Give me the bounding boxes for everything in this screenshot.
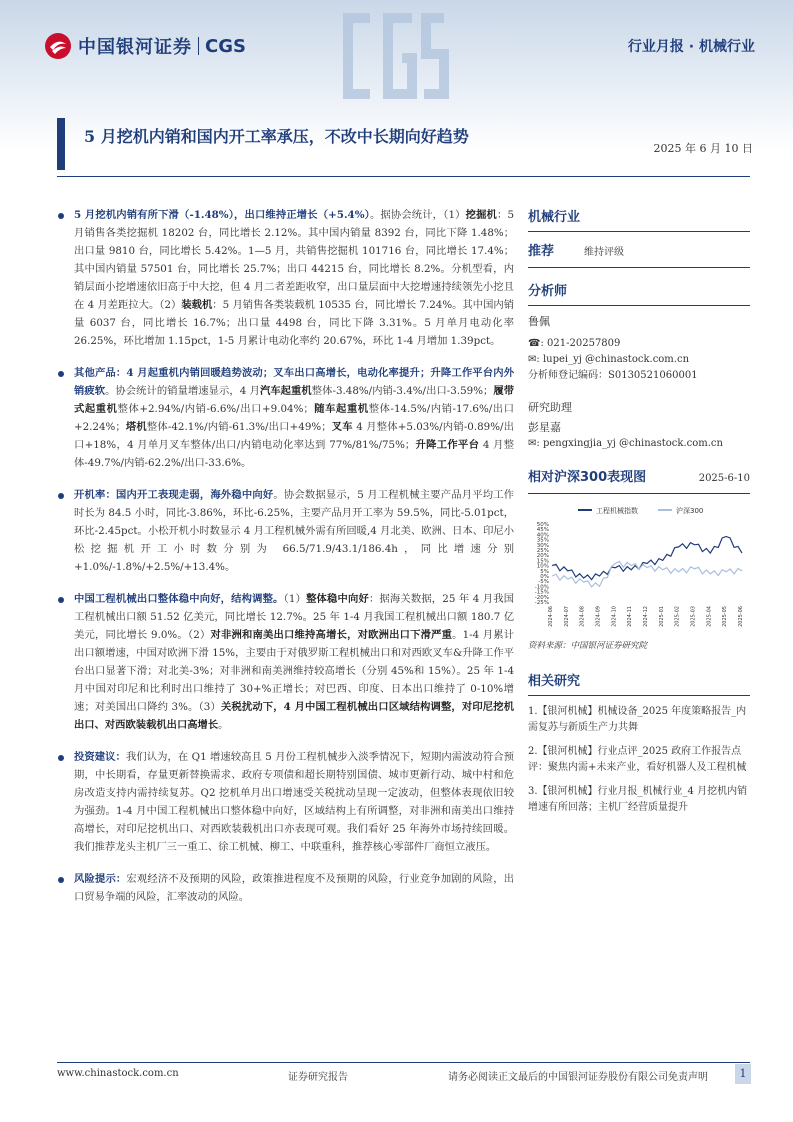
bullet-risk [58, 870, 514, 906]
chart-date: 2025-6-10 [698, 473, 750, 484]
y-tick-label: 0% [540, 574, 549, 580]
related-item[interactable]: 2.【银河机械】行业点评_2025 政府工作报告点评：聚焦内需+未来产业，看好机器人及工程机械 [528, 746, 747, 773]
related-heading: 相关研究 [528, 674, 581, 689]
brand-logo [44, 32, 246, 60]
x-tick-label: 2025-02 [674, 606, 681, 627]
chart-header [528, 466, 750, 487]
chart-heading: 相对沪深300表现图 [528, 470, 647, 485]
phone-icon: ☎ [528, 338, 541, 349]
sidebar-divider [528, 267, 750, 268]
title-divider [57, 176, 750, 177]
y-tick-label: -25% [534, 600, 549, 606]
y-tick-label: -20% [534, 594, 549, 601]
chart-source: 资料来源：中国银河证券研究院 [528, 641, 648, 651]
analyst-heading: 分析师 [528, 284, 568, 299]
industry-heading: 机械行业 [528, 210, 581, 225]
x-tick-label: 2024-12 [643, 606, 649, 627]
logo-text-cn: 中国银河证券 [78, 37, 192, 58]
bullet-excavator [58, 206, 514, 350]
bullet-exports [58, 590, 514, 734]
sidebar-divider [528, 231, 750, 232]
x-tick-label: 2025-05 [722, 606, 729, 627]
sidebar [528, 206, 750, 816]
assistant-name: 彭星嘉 [528, 421, 561, 434]
legend-label: 沪深300 [676, 507, 704, 515]
analyst-reg-no: 分析师登记编码：S0130521060001 [528, 370, 698, 381]
y-tick-label: 5% [540, 568, 549, 575]
bullet-text: 投资建议：我们认为，在 Q1 增速较高且 5 月份工程机械步入淡季情况下，短期内需波动符合预期，中长期看，存量更新替换需求、政府专项债和超长期特别国债、城市更新行动、城中村和危房改造支持内需持续复苏。Q2 挖机单月出口增速受关税扰动呈现一定波动，但整体表现依旧较为强劲。1-4 月中国工程机械出口整体稳中向好，区域结构上有所调整，对非洲和南美出口维持高增长，对印尼挖机出口、对西欧装载机出口亦表现可观。我们看好 25 年海外市场持续回暖。我们推荐龙头主机厂三一重工、徐工机械、柳工、中联重科，推荐核心零部件厂商恒立液压。 [74, 751, 514, 853]
x-tick-label: 2024-11 [627, 606, 634, 627]
sidebar-divider [528, 493, 750, 494]
bullet-text: 中国工程机械出口整体稳中向好，结构调整。（1）整体稳中向好：据海关数据，25 年 4 月我国工程机械出口额 51.52 亿美元，同比增长 12.7%。25 年 1-4 月我国工程机械出口额 180.7 亿美元，同比增长 9.0%。（2）对非洲和南美出口维持高增长，对欧洲出口下滑严重。1-4 月累计出口额增速，中国对欧洲下滑 15%，主要由于对俄罗斯工程机械出口和对西欧叉车&升降工作平台出口显著下滑；对北美-3%；对非洲和南美洲维持较高增长（分别 45%和 15%）。25 年 1-4 月中国对印尼和比利时出口维持了 30+%正增长；对巴西、印度、日本出口维持了 0-10%增速；对美国出口降约 3%。（3）关税扰动下，4 月中国工程机械出口区域结构调整，对印尼挖机出口、对西欧装载机出口高增长。 [74, 593, 515, 731]
related-item[interactable]: 3.【银河机械】行业月报_机械行业_4 月挖机内销增速有所回落；主机厂经营质量提升 [528, 786, 748, 813]
rating-row [528, 240, 750, 261]
page-title: 5 月挖机内销和国内开工率承压，不改中长期向好趋势 [84, 127, 469, 146]
y-tick-label: 30% [536, 542, 549, 549]
y-tick-label: 25% [536, 548, 549, 554]
x-tick-label: 2025-01 [658, 606, 665, 627]
page-number: 1 [735, 1064, 751, 1084]
y-tick-label: 50% [536, 522, 549, 528]
rating-label: 推荐 [528, 244, 555, 259]
mail-icon: ✉ [528, 438, 537, 449]
footer-divider [57, 1062, 750, 1063]
y-tick-label: -5% [538, 579, 549, 586]
y-tick-label: 35% [536, 537, 549, 544]
y-tick-label: -10% [534, 584, 549, 591]
y-tick-label: 15% [536, 558, 549, 565]
logo-divider [198, 37, 199, 55]
main-content [58, 206, 514, 920]
cgs-logo-icon [44, 32, 72, 60]
assistant-email-row: ✉: pengxingjia_yj @chinastock.com.cn [528, 438, 723, 449]
bullet-text: 5 月挖机内销有所下滑（-1.48%），出口维持正增长（+5.4%）。据协会统计，（1）挖掘机：5 月销售各类挖掘机 18202 台，同比增长 2.12%。其中国内销量 8392 台，同比下降 1.48%；出口量 9810 台，同比增长 5.42%。1—5 月，共销售挖掘机 101716 台，同比增长 17.4%；其中国内销量 57501 台，同比增长 25.7%；出口 44215 台，同比增长 8.2%。分机型看，内销层面小挖增速依旧高于中大挖，但 4 月二者差距收窄，出口量层面中大挖增速持续领先小挖且在 4 月差距拉大。（2）装载机：5 月销售各类装载机 10535 台，同比增长 7.24%。其中国内销量 6037 台，同比增长 16.7%；出口量 4498 台，同比下降 3.31%。5 月单月电动化率 26.25%，环比增加 1.15pct，1-5 月累计电动化率约 20.67%，环比 1-4 月增加 1.39pct。 [74, 209, 515, 347]
mail-icon: ✉ [528, 354, 537, 365]
x-tick-label: 2025-04 [706, 606, 713, 627]
analyst-email[interactable]: lupei_yj @chinastock.com.cn [542, 354, 690, 365]
cgs-watermark [340, 6, 450, 106]
bullet-other-products [58, 364, 514, 472]
bullet-dot [58, 877, 64, 883]
y-tick-label: 10% [536, 563, 549, 570]
footer-website[interactable]: www.chinastock.com.cn [57, 1068, 179, 1079]
analyst-email-row: ✉: lupei_yj @chinastock.com.cn [528, 354, 690, 365]
x-tick-label: 2025-06 [738, 606, 744, 627]
x-tick-label: 2024-07 [563, 606, 570, 627]
sidebar-divider [528, 695, 750, 696]
report-date: 2025 年 6 月 10 日 [653, 142, 753, 155]
assistant-email[interactable]: pengxingjia_yj @chinastock.com.cn [542, 438, 723, 449]
series-line [552, 537, 742, 580]
bullet-operating-rate [58, 486, 514, 576]
relative-performance-chart [528, 502, 750, 632]
bullet-dot [58, 213, 64, 219]
related-item[interactable]: 1.【银河机械】机械设备_2025 年度策略报告_内需复苏与新质生产力共舞 [528, 706, 747, 733]
logo-text-en: CGS [205, 35, 246, 57]
x-tick-label: 2024-10 [611, 606, 618, 627]
legend-label: 工程机械指数 [596, 507, 638, 515]
bullet-dot [58, 597, 64, 603]
y-tick-label: 40% [536, 532, 549, 539]
report-type: 行业月报 · 机械行业 [627, 39, 755, 55]
bullet-dot [58, 493, 64, 499]
title-accent-bar [57, 118, 65, 170]
analyst-phone-row: ☎: 021-20257809 [528, 338, 621, 349]
assistant-heading: 研究助理 [528, 401, 572, 414]
x-tick-label: 2024-06 [548, 606, 554, 627]
bullet-investment [58, 748, 514, 856]
x-tick-label: 2025-03 [690, 606, 697, 627]
rating-value: 维持评级 [584, 247, 625, 258]
y-tick-label: 20% [536, 553, 549, 560]
bullet-dot [58, 755, 64, 761]
analyst-name: 鲁佩 [528, 315, 550, 328]
x-tick-label: 2024-08 [579, 606, 586, 627]
bullet-dot [58, 371, 64, 377]
sidebar-divider [528, 305, 750, 306]
x-tick-label: 2024-09 [595, 606, 602, 627]
bullet-text: 开机率：国内开工表现走弱，海外稳中向好。协会数据显示，5 月工程机械主要产品月平均工作时长为 84.5 小时，同比-3.86%，环比-6.25%，主要产品月开工率为 59.5%，同比-5.01pct，环比-2.45pct。小松开机小时数显示 4 月工程机械外需有所回暖,4 月北美、欧洲、日本、印尼小松挖掘机开工小时数分别为 66.5/71.9/43.1/186.4h，同比增速分别+1.0%/-1.8%/+2.5%/+13.4%。 [74, 489, 515, 573]
bullet-text: 风险提示：宏观经济不及预期的风险，政策推进程度不及预期的风险，行业竞争加剧的风险，出口贸易争端的风险，汇率波动的风险。 [74, 873, 515, 903]
bullet-text: 其他产品：4 月起重机内销回暖趋势波动；叉车出口高增长，电动化率提升；升降工作平台内外销疲软。协会统计的销量增速显示，4 月汽车起重机整体-3.48%/内销-3.4%/出口-3.59%；履带式起重机整体+2.94%/内销-6.6%/出口+9.04%；随车起重机整体-14.5%/内销-17.6%/出口+2.24%；塔机整体-42.1%/内销-61.3%/出口+49%；叉车 4 月整体+5.03%/内销-0.89%/出口+18%，4 月单月叉车整体/出口/内销电动化率达到 77%/81%/75%；升降工作平台 4 月整体-49.7%/内销-62.2%/出口-33.6%。 [74, 367, 515, 469]
footer-disclaimer: 请务必阅读正文最后的中国银河证券股份有限公司免责声明 [448, 1072, 708, 1083]
analyst-phone: 021-20257809 [547, 338, 621, 349]
y-tick-label: 45% [536, 527, 549, 534]
footer-center: 证券研究报告 [288, 1072, 348, 1083]
y-tick-label: -15% [534, 589, 549, 596]
